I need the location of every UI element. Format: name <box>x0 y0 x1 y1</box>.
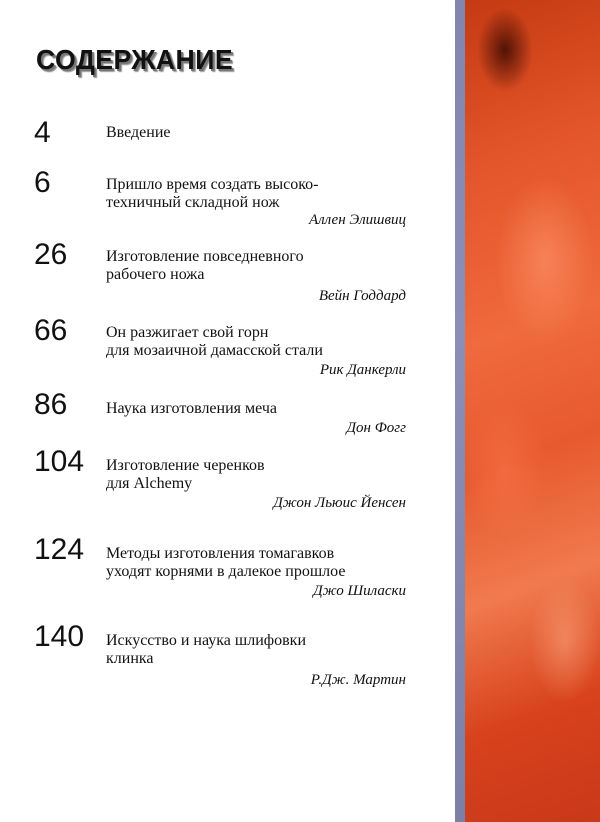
entry-title-line: Наука изготовления меча <box>106 400 277 417</box>
page-number: 86 <box>34 388 68 421</box>
entry-title-line: Пришло время создать высоко- <box>106 176 319 193</box>
entry-title-line: Искусство и наука шлифовки <box>106 632 307 649</box>
entry-title <box>106 545 426 581</box>
entry-title-line: Введение <box>106 124 171 141</box>
page-number: 6 <box>34 166 51 199</box>
entry-title <box>106 176 426 212</box>
entry-title-line: техничный складной нож <box>106 194 280 211</box>
entry-title-line: рабочего ножа <box>106 266 205 283</box>
flame-image <box>465 0 600 822</box>
page-number: 66 <box>34 314 68 347</box>
entry-author: Аллен Элишвиц <box>308 212 406 228</box>
page-number: 140 <box>34 620 85 653</box>
entry-title-line: Изготовление повседневного <box>106 248 304 265</box>
entry-title-line: Изготовление черенков <box>106 457 265 474</box>
entry-author: Джо Шиласки <box>313 583 406 599</box>
entry-title <box>106 632 426 668</box>
entry-title-line: Он разжигает свой горн <box>106 324 269 341</box>
page-number: 104 <box>34 445 85 478</box>
entry-title-line: Методы изготовления томагавков <box>106 545 335 562</box>
entry-title <box>106 457 426 493</box>
entry-title <box>106 400 426 418</box>
page-title: СОДЕРЖАНИЕ <box>36 44 234 75</box>
entry-title-line: уходят корнями в далекое прошлое <box>106 563 346 580</box>
entry-title <box>106 248 426 284</box>
entry-title-line: клинка <box>106 650 154 667</box>
decorative-edge-strip <box>455 0 465 822</box>
entry-title <box>106 124 426 142</box>
entry-title-line: для мозаичной дамасской стали <box>106 342 323 359</box>
entry-title <box>106 324 426 360</box>
entry-author: Рик Данкерли <box>319 362 406 378</box>
entry-author: Дон Фогг <box>346 420 406 436</box>
page-number: 4 <box>34 116 51 149</box>
entry-title-line: для Alchemy <box>106 475 193 492</box>
page-number: 26 <box>34 238 68 271</box>
entry-author: Р.Дж. Мартин <box>310 672 406 688</box>
page-number: 124 <box>34 533 85 566</box>
entry-author: Вейн Годдард <box>318 288 406 304</box>
entry-author: Джон Льюис Йенсен <box>273 495 406 511</box>
